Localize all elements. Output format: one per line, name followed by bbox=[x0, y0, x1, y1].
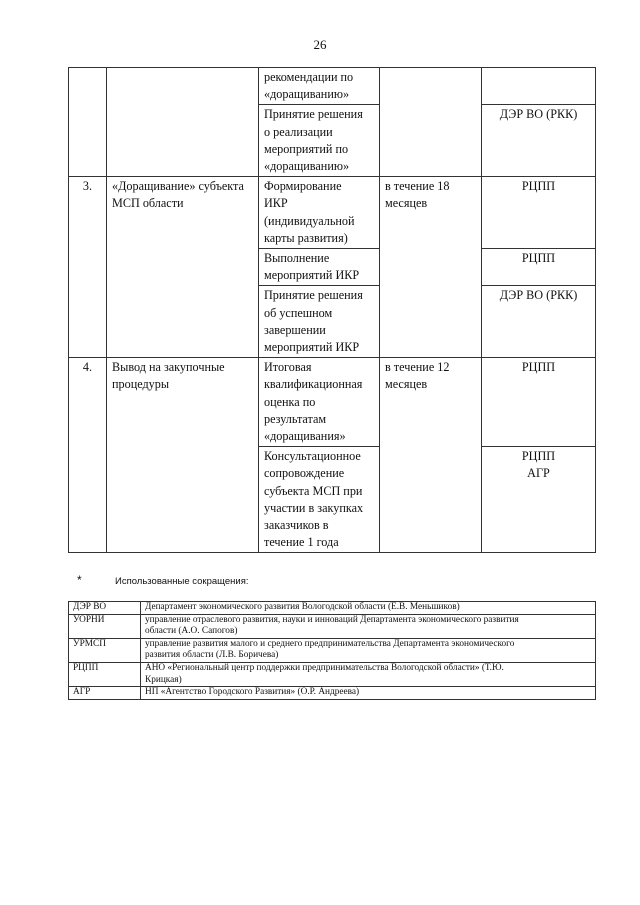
abbreviation: УОРНИ bbox=[73, 614, 105, 625]
stage-name-cell bbox=[107, 68, 259, 177]
stage-name-line: «Доращивание» субъекта bbox=[112, 179, 244, 194]
action-line: об успешном bbox=[264, 305, 333, 320]
abbreviation: УРМСП bbox=[73, 638, 106, 649]
abbreviation-cell bbox=[69, 687, 141, 700]
abbreviation-description-line: Департамент экономического развития Вологодской области (Е.В. Меньшиков) bbox=[145, 602, 460, 612]
action-line: оценка по bbox=[264, 394, 316, 409]
action-line: карты развития) bbox=[264, 230, 348, 245]
action-line: результатам bbox=[264, 411, 327, 426]
action-cell bbox=[259, 68, 380, 105]
action-line: заказчиков в bbox=[264, 518, 329, 533]
action-line: Формирование bbox=[264, 179, 342, 194]
action-line: ИКР bbox=[264, 196, 288, 211]
abbreviation: РЦПП bbox=[73, 662, 99, 673]
action-cell bbox=[259, 358, 380, 447]
stage-name-cell bbox=[107, 358, 259, 553]
stage-number: 4. bbox=[82, 360, 93, 375]
abbreviation-description-line: АНО «Региональный центр поддержки предпринимательства Вологодской области» (Т.Ю. bbox=[145, 662, 504, 673]
abbreviation-description-line: Крицкая) bbox=[145, 674, 182, 685]
abbreviation-description-cell bbox=[141, 662, 596, 686]
abbreviation-description-line: развития области (Л.В. Боричева) bbox=[145, 650, 279, 661]
roadmap-table-body bbox=[69, 68, 596, 553]
responsible-cell bbox=[482, 68, 596, 105]
term-line: в течение 18 bbox=[385, 179, 450, 194]
responsible-line: РЦПП bbox=[521, 179, 556, 194]
responsible-cell bbox=[482, 358, 596, 447]
abbreviation-description-cell bbox=[141, 638, 596, 662]
responsible-cell bbox=[482, 447, 596, 553]
action-line: Принятие решения bbox=[264, 107, 363, 122]
responsible-cell bbox=[482, 286, 596, 358]
abbreviations-table-body bbox=[69, 602, 596, 700]
responsible-line: РЦПП bbox=[521, 251, 556, 266]
footnote-title: Использованные сокращения: bbox=[115, 576, 249, 587]
stage-name-line: МСП области bbox=[112, 196, 184, 211]
stage-number-cell bbox=[69, 177, 107, 358]
action-line: «доращиванию» bbox=[264, 87, 350, 102]
stage-name-line: Вывод на закупочные bbox=[112, 360, 225, 375]
responsible-cell bbox=[482, 177, 596, 249]
term-line: месяцев bbox=[385, 377, 428, 392]
action-line: «доращиванию» bbox=[264, 159, 350, 174]
responsible-cell bbox=[482, 249, 596, 286]
abbreviation: ДЭР ВО bbox=[73, 602, 107, 612]
responsible-cell bbox=[482, 105, 596, 177]
abbreviation-description-line: управление развития малого и среднего предпринимательства Департамента экономического bbox=[145, 638, 515, 649]
action-line: мероприятий ИКР bbox=[264, 268, 360, 283]
term-line: в течение 12 bbox=[385, 360, 450, 375]
action-line: мероприятий ИКР bbox=[264, 340, 360, 355]
roadmap-table bbox=[68, 67, 596, 553]
action-line: (индивидуальной bbox=[264, 213, 355, 228]
abbreviation: АГР bbox=[73, 687, 91, 698]
table-row bbox=[69, 68, 596, 105]
responsible-line: АГР bbox=[527, 466, 550, 481]
abbreviation-description-line: управление отраслевого развития, науки и инноваций Департамента экономического развития bbox=[145, 614, 519, 625]
stage-name-line: процедуры bbox=[112, 377, 170, 392]
abbreviations-table bbox=[68, 601, 596, 700]
footnote-marker: * bbox=[77, 573, 82, 587]
abbreviation-row bbox=[69, 687, 596, 700]
action-cell bbox=[259, 105, 380, 177]
term-line: месяцев bbox=[385, 196, 428, 211]
abbreviation-row bbox=[69, 602, 596, 615]
action-line: рекомендации по bbox=[264, 70, 354, 84]
abbreviation-cell bbox=[69, 614, 141, 638]
action-line: «доращивания» bbox=[264, 429, 346, 444]
stage-number-cell bbox=[69, 358, 107, 553]
abbreviation-row bbox=[69, 638, 596, 662]
action-line: Консультационное bbox=[264, 449, 361, 464]
abbreviation-description-line: области (А.О. Сапогов) bbox=[145, 626, 238, 637]
action-line: участии в закупках bbox=[264, 500, 364, 515]
action-cell bbox=[259, 286, 380, 358]
abbreviation-description-cell bbox=[141, 602, 596, 615]
action-line: мероприятий по bbox=[264, 141, 349, 156]
term-cell bbox=[380, 177, 482, 358]
action-cell bbox=[259, 177, 380, 249]
responsible-line: РЦПП bbox=[521, 360, 556, 375]
table-row bbox=[69, 177, 596, 249]
table-row bbox=[69, 358, 596, 447]
action-line: квалификационная bbox=[264, 377, 363, 392]
abbreviation-description-cell bbox=[141, 614, 596, 638]
responsible-line: ДЭР ВО (РКК) bbox=[499, 288, 578, 303]
abbreviation-cell bbox=[69, 662, 141, 686]
term-cell bbox=[380, 358, 482, 553]
stage-number-cell bbox=[69, 68, 107, 177]
action-line: субъекта МСП при bbox=[264, 483, 363, 498]
responsible-line: ДЭР ВО (РКК) bbox=[499, 107, 578, 122]
term-cell bbox=[380, 68, 482, 177]
abbreviation-description-line: НП «Агентство Городского Развития» (О.Р. Андреева) bbox=[145, 687, 360, 698]
action-line: Выполнение bbox=[264, 251, 330, 266]
action-line: Принятие решения bbox=[264, 288, 363, 303]
abbreviation-description-cell bbox=[141, 687, 596, 700]
abbreviation-cell bbox=[69, 638, 141, 662]
action-cell bbox=[259, 249, 380, 286]
page-number: 26 bbox=[313, 37, 327, 52]
action-line: о реализации bbox=[264, 124, 333, 139]
abbreviation-row bbox=[69, 662, 596, 686]
action-cell bbox=[259, 447, 380, 553]
abbreviation-row bbox=[69, 614, 596, 638]
action-line: течение 1 года bbox=[264, 535, 339, 550]
stage-name-cell bbox=[107, 177, 259, 358]
action-line: Итоговая bbox=[264, 360, 312, 375]
abbreviation-cell bbox=[69, 602, 141, 615]
action-line: сопровождение bbox=[264, 466, 345, 481]
stage-number: 3. bbox=[82, 179, 93, 194]
responsible-line: РЦПП bbox=[521, 449, 556, 464]
action-line: завершении bbox=[264, 322, 326, 337]
